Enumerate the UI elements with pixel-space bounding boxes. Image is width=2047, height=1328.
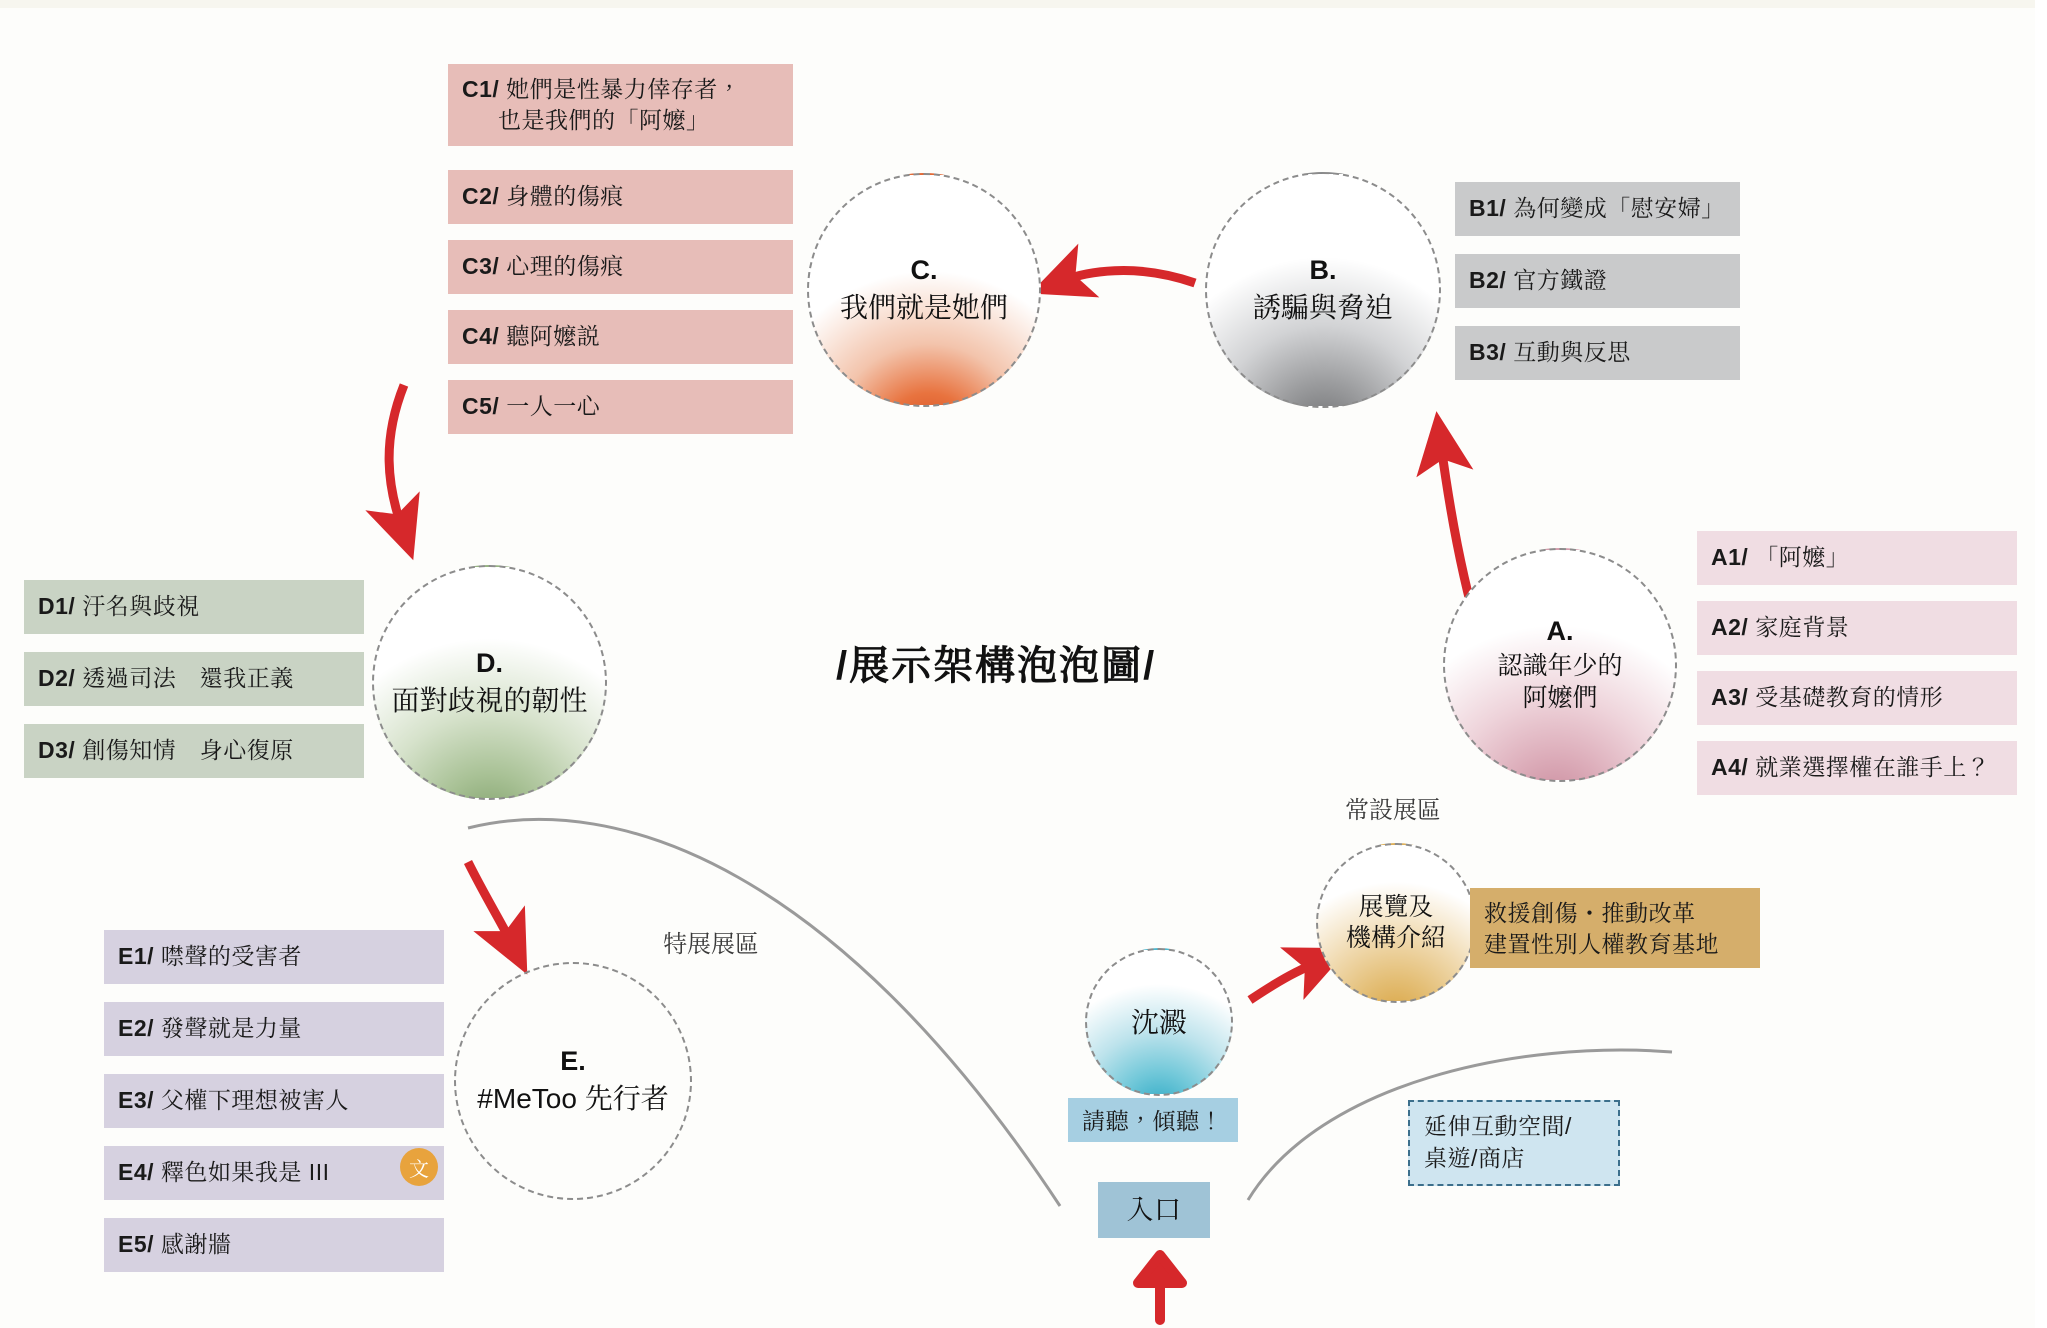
label-e4-code: E4/ bbox=[118, 1159, 155, 1186]
label-c4-code: C4/ bbox=[462, 323, 500, 350]
note-extension-line2: 桌遊/商店 bbox=[1424, 1145, 1525, 1172]
label-b1 bbox=[1455, 182, 1740, 236]
label-a1-code: A1/ bbox=[1711, 544, 1749, 571]
label-b2 bbox=[1455, 254, 1740, 308]
label-c1-line2: 也是我們的「阿嬤」 bbox=[498, 107, 710, 134]
canvas-top-edge bbox=[0, 0, 2047, 8]
label-c5 bbox=[448, 380, 793, 434]
bubble-d-letter: D. bbox=[476, 647, 503, 678]
bubble-chen[interactable] bbox=[1085, 948, 1233, 1096]
bubble-intro-line1: 展覽及 bbox=[1358, 892, 1434, 921]
bubble-c-title: 我們就是她們 bbox=[839, 292, 1008, 323]
label-c1-code: C1/ bbox=[462, 76, 500, 102]
bubble-c[interactable] bbox=[807, 173, 1041, 407]
arrow-b-to-c bbox=[1062, 271, 1195, 283]
label-e3-text: 父權下理想被害人 bbox=[160, 1087, 349, 1114]
bubble-a-title-line1: 認識年少的 bbox=[1497, 652, 1623, 681]
note-extension-line1: 延伸互動空間/ bbox=[1424, 1113, 1572, 1139]
label-d2-text: 透過司法 還我正義 bbox=[82, 665, 294, 692]
label-d1-text: 汙名與歧視 bbox=[82, 593, 200, 620]
bubble-b-letter: B. bbox=[1309, 255, 1337, 285]
bubble-e-title: #MeToo 先行者 bbox=[477, 1083, 669, 1114]
label-e2-text: 發聲就是力量 bbox=[160, 1015, 302, 1042]
note-gold bbox=[1470, 888, 1760, 968]
entrance-label: 入口 bbox=[1098, 1182, 1210, 1238]
label-e1-text: 噤聲的受害者 bbox=[160, 943, 302, 970]
wen-badge-icon: 文 bbox=[400, 1148, 438, 1186]
entrance-arrow bbox=[1138, 1255, 1182, 1320]
bubble-b-title: 誘騙與脅迫 bbox=[1252, 292, 1393, 323]
label-c3 bbox=[448, 240, 793, 294]
note-extension-space bbox=[1408, 1100, 1620, 1186]
label-e3 bbox=[104, 1074, 444, 1128]
label-c5-text: 一人一心 bbox=[506, 393, 601, 420]
label-a2 bbox=[1697, 601, 2017, 655]
label-d1-code: D1/ bbox=[38, 593, 76, 620]
label-b3 bbox=[1455, 326, 1740, 380]
label-c1 bbox=[448, 64, 793, 146]
zone-label-special: 特展展區 bbox=[663, 931, 759, 958]
canvas-right-edge bbox=[2035, 0, 2047, 1328]
bubble-intro-line2: 機構介紹 bbox=[1345, 924, 1446, 952]
label-e1 bbox=[104, 930, 444, 984]
label-e2-code: E2/ bbox=[118, 1015, 155, 1042]
label-a3 bbox=[1697, 671, 2017, 725]
label-e5 bbox=[104, 1218, 444, 1272]
label-a1-text: 「阿嬤」 bbox=[1755, 544, 1850, 571]
note-gold-line2: 建置性別人權教育基地 bbox=[1484, 931, 1719, 958]
bubble-a-letter: A. bbox=[1546, 616, 1574, 647]
label-d2-code: D2/ bbox=[38, 665, 76, 692]
label-c3-text: 心理的傷痕 bbox=[506, 253, 624, 280]
page-title: /展示架構泡泡圖/ bbox=[836, 644, 1157, 688]
label-c1-line1: 她們是性暴力倖存者， bbox=[506, 76, 742, 102]
label-e4-text: 釋色如果我是 III bbox=[160, 1159, 330, 1186]
label-b3-text: 互動與反思 bbox=[1513, 339, 1631, 366]
label-d1 bbox=[24, 580, 364, 634]
bubble-c-letter: C. bbox=[910, 255, 938, 285]
label-c3-code: C3/ bbox=[462, 253, 500, 280]
label-a2-code: A2/ bbox=[1711, 614, 1749, 641]
zone-label-permanent: 常設展區 bbox=[1345, 797, 1441, 824]
bubble-b[interactable] bbox=[1205, 172, 1441, 408]
bubble-a-title-line2: 阿嬤們 bbox=[1522, 683, 1598, 712]
label-b2-text: 官方鐵證 bbox=[1513, 267, 1608, 294]
label-a4-code: A4/ bbox=[1711, 754, 1749, 781]
label-d3-text: 創傷知情 身心復原 bbox=[82, 737, 294, 764]
label-d2 bbox=[24, 652, 364, 706]
label-e4 bbox=[104, 1146, 444, 1200]
bubble-a[interactable] bbox=[1443, 548, 1677, 782]
bubble-e[interactable] bbox=[454, 962, 692, 1200]
label-b1-text: 為何變成「慰安婦」 bbox=[1513, 195, 1725, 222]
label-c2 bbox=[448, 170, 793, 224]
label-d3 bbox=[24, 724, 364, 778]
label-a1 bbox=[1697, 531, 2017, 585]
label-a4-text: 就業選擇權在誰手上？ bbox=[1755, 754, 1991, 781]
label-c2-text: 身體的傷痕 bbox=[506, 183, 624, 210]
label-a4 bbox=[1697, 741, 2017, 795]
label-c4-text: 聽阿嬤説 bbox=[506, 323, 601, 350]
label-c5-code: C5/ bbox=[462, 393, 500, 420]
label-c4 bbox=[448, 310, 793, 364]
bubble-d-title: 面對歧視的韌性 bbox=[391, 684, 588, 716]
label-e5-code: E5/ bbox=[118, 1231, 155, 1258]
arrow-chen-to-intro bbox=[1250, 962, 1318, 1000]
label-b3-code: B3/ bbox=[1469, 339, 1507, 366]
bubble-chen-title: 沈澱 bbox=[1130, 1006, 1187, 1038]
label-e1-code: E1/ bbox=[118, 943, 155, 970]
note-gold-line1: 救援創傷・推動改革 bbox=[1484, 900, 1696, 926]
label-e5-text: 感謝牆 bbox=[160, 1231, 232, 1258]
label-a2-text: 家庭背景 bbox=[1755, 614, 1850, 641]
label-c2-code: C2/ bbox=[462, 183, 500, 210]
label-e3-code: E3/ bbox=[118, 1087, 155, 1114]
label-e2 bbox=[104, 1002, 444, 1056]
arrow-d-to-e bbox=[468, 862, 512, 944]
bubble-e-letter: E. bbox=[560, 1046, 586, 1076]
label-b2-code: B2/ bbox=[1469, 267, 1507, 294]
note-listen: 請聽，傾聽！ bbox=[1068, 1098, 1238, 1142]
bubble-exhibition-intro[interactable] bbox=[1316, 843, 1476, 1003]
label-a3-code: A3/ bbox=[1711, 684, 1749, 711]
arrow-c-to-d bbox=[389, 385, 404, 528]
label-a3-text: 受基礎教育的情形 bbox=[1755, 684, 1944, 711]
label-d3-code: D3/ bbox=[38, 737, 76, 764]
bubble-d[interactable] bbox=[372, 565, 607, 800]
label-b1-code: B1/ bbox=[1469, 195, 1507, 222]
